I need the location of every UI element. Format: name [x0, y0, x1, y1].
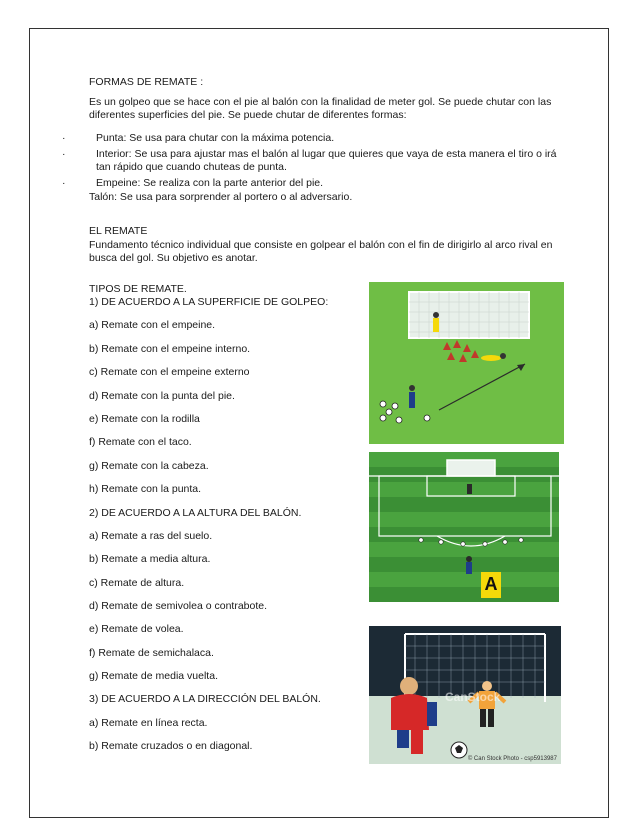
list-item: g) Remate con la cabeza. — [89, 460, 209, 472]
field-penalty-image — [369, 452, 559, 602]
formas-title: FORMAS DE REMATE : — [89, 76, 204, 88]
tipos-title: TIPOS DE REMATE. — [89, 283, 187, 295]
remate-title: EL REMATE — [89, 225, 148, 237]
list-item: a) Remate en línea recta. — [89, 717, 208, 729]
group-heading-superficie: 1) DE ACUERDO A LA SUPERFICIE DE GOLPEO: — [89, 296, 329, 308]
drill-diagram-image — [369, 282, 564, 444]
remate-text: Fundamento técnico individual que consiste en golpear el balón con el fin de dirigirlo al arco rival en busca del gol. Su objetivo es anotar. — [89, 239, 553, 264]
formas-item-punta: Punta: Se usa para chutar con la máxima potencia. — [96, 132, 335, 144]
list-item: e) Remate de volea. — [89, 623, 184, 635]
formas-item-interior: Interior: Se usa para ajustar mas el balón al lugar que quieres que vaya de esta manera el tiro o irá tan rápido que cuando chuteas de punta. — [96, 148, 557, 173]
bullet-symbol: · — [62, 177, 66, 189]
list-item: g) Remate de media vuelta. — [89, 670, 218, 682]
formas-item-talon: Talón: Se usa para sorprender al portero o al adversario. — [89, 191, 353, 203]
list-item: b) Remate con el empeine interno. — [89, 343, 251, 355]
group-heading-direccion: 3) DE ACUERDO A LA DIRECCIÓN DEL BALÓN. — [89, 693, 321, 705]
bullet-symbol: · — [62, 148, 66, 160]
photo-credit: © Can Stock Photo - csp5913987 — [467, 756, 557, 762]
field-marker-label: A — [484, 574, 498, 594]
list-item: a) Remate con el empeine. — [89, 319, 216, 331]
formas-intro: Es un golpeo que se hace con el pie al balón con la finalidad de meter gol. Se puede chutar con las diferentes superficies del pie. Se puede chutar de diferentes formas: — [89, 96, 552, 121]
formas-item-empeine: Empeine: Se realiza con la parte anterior del pie. — [96, 177, 324, 189]
list-item: f) Remate de semichalaca. — [89, 647, 214, 659]
group-heading-altura: 2) DE ACUERDO A LA ALTURA DEL BALÓN. — [89, 507, 302, 519]
list-item: d) Remate con la punta del pie. — [89, 390, 235, 402]
list-item: d) Remate de semivolea o contrabote. — [89, 600, 268, 612]
list-item: b) Remate a media altura. — [89, 553, 211, 565]
list-item: b) Remate cruzados o en diagonal. — [89, 740, 253, 752]
list-item: e) Remate con la rodilla — [89, 413, 200, 425]
list-item: h) Remate con la punta. — [89, 483, 202, 495]
bullet-symbol: · — [62, 132, 66, 144]
list-item: f) Remate con el taco. — [89, 436, 192, 448]
striker-goalkeeper-image — [369, 626, 561, 764]
list-item: c) Remate de altura. — [89, 577, 185, 589]
list-item: a) Remate a ras del suelo. — [89, 530, 213, 542]
watermark: CanStock — [445, 690, 501, 704]
list-item: c) Remate con el empeine externo — [89, 366, 250, 378]
